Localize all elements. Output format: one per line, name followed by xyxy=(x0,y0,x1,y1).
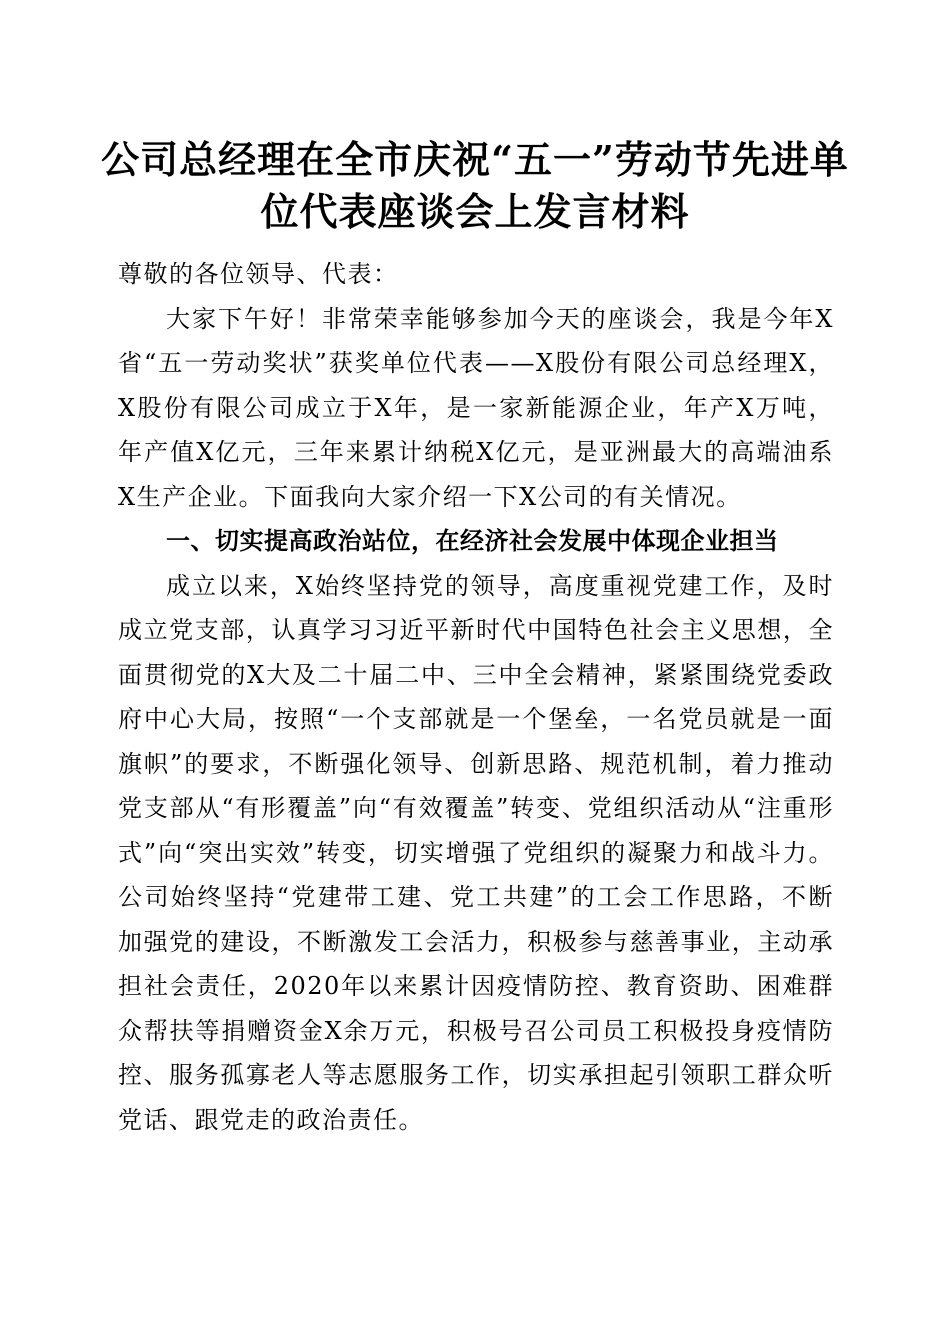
section-heading: 一、切实提高政治站位，在经济社会发展中体现企业担当 xyxy=(166,527,779,555)
document-title: 公司总经理在全市庆祝“五一”劳动节先进单位代表座谈会上发言材料 xyxy=(101,137,849,234)
document-body xyxy=(118,252,834,1142)
salutation: 尊敬的各位领导、代表： xyxy=(118,260,399,288)
section-paragraph: 成立以来，X始终坚持党的领导，高度重视党建工作，及时成立党支部，认真学习习近平新时代中国特色社会主义思想，全面贯彻党的X大及二十届二中、三中全会精神，紧紧围绕党委政府中心大局，按照“一个支部就是一个堡垒，一名党员就是一面旗帜”的要求，不断强化领导、创新思路、规范机制，着力推动党支部从“有形覆盖”向“有效覆盖”转变、党组织活动从“注重形式”向“突出实效”转变，切实增强了党组织的凝聚力和战斗力。公司始终坚持“党建带工建、党工共建”的工会工作思路，不断加强党的建设，不断激发工会活力，积极参与慈善事业，主动承担社会责任，2020年以来累计因疫情防控、教育资助、困难群众帮扶等捐赠资金X余万元，积极号召公司员工积极投身疫情防控、服务孤寡老人等志愿服务工作，切实承担起引领职工群众听党话、跟党走的政治责任。 xyxy=(118,571,834,1134)
intro-paragraph: 大家下午好！非常荣幸能够参加今天的座谈会，我是今年X省“五一劳动奖状”获奖单位代表——X股份有限公司总经理X，X股份有限公司成立于X年，是一家新能源企业，年产X万吨，年产值X亿元，三年来累计纳税X亿元，是亚洲最大的高端油系X生产企业。下面我向大家介绍一下X公司的有关情况。 xyxy=(118,304,834,511)
